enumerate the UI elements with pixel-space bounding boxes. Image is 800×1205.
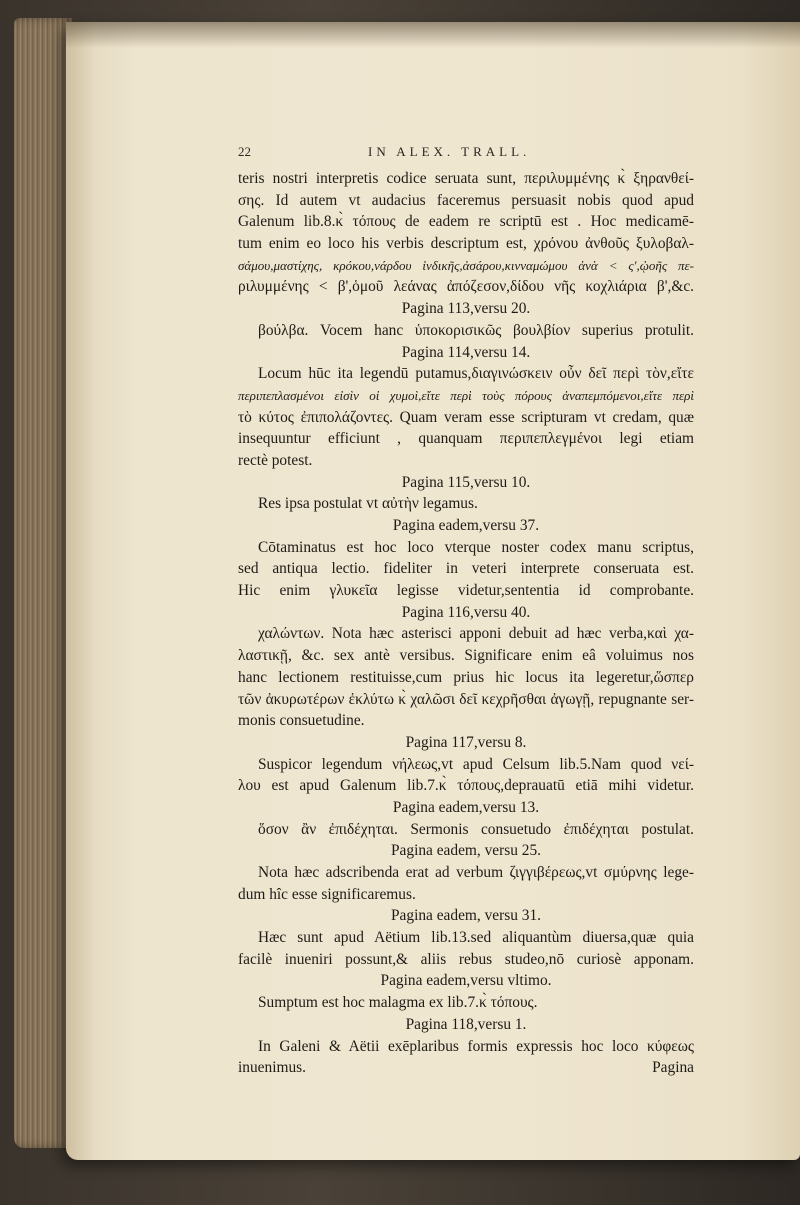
text-line: inuenimus. <box>238 1059 306 1077</box>
text-line: τὸ κύτος ἐπιπολάζοντες. Quam veram esse scripturam vt credam, quæ <box>238 408 694 426</box>
catchword: Pagina <box>652 1059 694 1077</box>
running-title: IN ALEX. TRALL. <box>368 144 531 159</box>
text-line: Nota hæc adscribenda erat ad verbum ζιγγιβέρεως,vt σμύρνης lege- <box>258 864 694 881</box>
text-line: βούλβα. Vocem hanc ὑποκορισικῶς βουλβίον superius protulit. <box>258 321 694 339</box>
text-line: σάμου,μαστίχης, κρόκου,νάρδου ἰνδικῆς,ἀσάρου,κινναμώμου ἀνὰ < ς',ᾠοῆς πε- <box>238 257 694 273</box>
page-number: 22 <box>238 144 251 159</box>
page-top-shadow <box>66 22 800 48</box>
section-heading: Pagina 116,versu 40. <box>401 603 531 621</box>
text-line: dum hîc esse significaremus. <box>238 885 416 903</box>
last-line <box>238 1057 694 1079</box>
section-heading: Pagina 113,versu 20. <box>401 300 531 318</box>
section-heading: Pagina eadem, versu 25. <box>390 842 541 860</box>
page-block-edge <box>14 18 72 1148</box>
text-line: λαστικῇ, &c. sex antè versibus. Significare enim eâ voluimus nos <box>238 647 694 665</box>
section-heading: Pagina eadem,versu 13. <box>392 798 540 816</box>
text-line: sed antiqua lectio. fideliter in veteri interprete conseruata est. <box>238 560 694 578</box>
text-line: Suspicor legendum νήλεως,vt apud Celsum lib.5.Nam quod νεί- <box>258 755 694 773</box>
text-line: teris nostri interpretis codice seruata sunt, περιλυμμένης κ̀ ξηρανθεί- <box>238 170 694 187</box>
text-line: Hic enim γλυκεῖα legisse videtur,sententia id comprobante. <box>238 582 694 600</box>
text-line: Res ipsa postulat vt αὐτὴν legamus. <box>258 495 478 513</box>
text-line: facilè inueniri possunt,& aliis rebus studeo,nō curiosè apponam. <box>238 950 694 968</box>
text-line: Locum hūc ita legendū putamus,διαγινώσκειν οὖν δεῖ περὶ τὸν,εἴτε <box>258 365 694 383</box>
text-line: ριλυμμένης < β',ὁμοῦ λεάνας ἀπόζεσον,δίδου νῆς κοχλιάρια β',&c. <box>238 278 694 296</box>
text-line: monis consuetudine. <box>238 712 365 730</box>
text-line: λου est apud Galenum lib.7.κ̀ τόπους,deprauatū etiā mihi videtur. <box>238 777 694 795</box>
section-heading: Pagina 117,versu 8. <box>405 733 527 751</box>
section-heading: Pagina eadem,versu vltimo. <box>380 972 552 990</box>
text-line: τῶν ἀκυρωτέρων ἐκλύτω κ̀ χαλῶσι δεῖ κεχρῆσθαι ἀγωγῇ, repugnante ser- <box>238 690 694 708</box>
running-head <box>238 144 694 164</box>
text-line: περιπεπλασμένοι εἰσὶν οἱ χυμοὶ,εἴτε περὶ τοὺς πόρους ἀναπεμπόμενοι,εἴτε περὶ <box>238 387 694 403</box>
text-line: insequuntur efficiunt , quanquam περιπεπλεγμένοι legi etiam <box>238 430 694 448</box>
text-line: Galenum lib.8.κ̀ τόπους de eadem re scriptū est . Hoc medicamē- <box>238 213 694 231</box>
text-line: Cōtaminatus est hoc loco vterque noster codex manu scriptus, <box>258 538 694 556</box>
text-line: Sumptum est hoc malagma ex lib.7.κ̀ τόπους. <box>258 994 538 1012</box>
text-line: tum enim eo loco his verbis descriptum est, χρόνου ἀνθοῦς ξυλοβαλ- <box>238 235 694 253</box>
section-heading: Pagina eadem,versu 37. <box>392 517 540 534</box>
text-line: hanc lectionem restituisse,cum prius hic locus ita legeretur,ὥσπερ <box>238 668 694 686</box>
text-line: χαλώντων. Nota hæc asterisci apponi debuit ad hæc verba,καὶ χα- <box>258 625 694 643</box>
section-heading: Pagina eadem, versu 31. <box>390 907 541 925</box>
text-line: ὅσον ἂν ἐπιδέχηται. Sermonis consuetudo ἐπιδέχηται postulat. <box>258 820 694 838</box>
text-line: Hæc sunt apud Aëtium lib.13.sed aliquantùm diuersa,quæ quia <box>258 929 694 947</box>
body-text <box>238 168 694 1079</box>
text-line: σης. Id autem vt audacius faceremus persuasit nobis quod apud <box>238 191 694 209</box>
section-heading: Pagina 114,versu 14. <box>401 343 531 361</box>
section-heading: Pagina 115,versu 10. <box>401 473 531 491</box>
section-heading: Pagina 118,versu 1. <box>405 1015 527 1033</box>
text-line: In Galeni & Aëtii exēplaribus formis expressis hoc loco κύφεως <box>258 1037 694 1055</box>
text-line: rectè potest. <box>238 451 313 469</box>
